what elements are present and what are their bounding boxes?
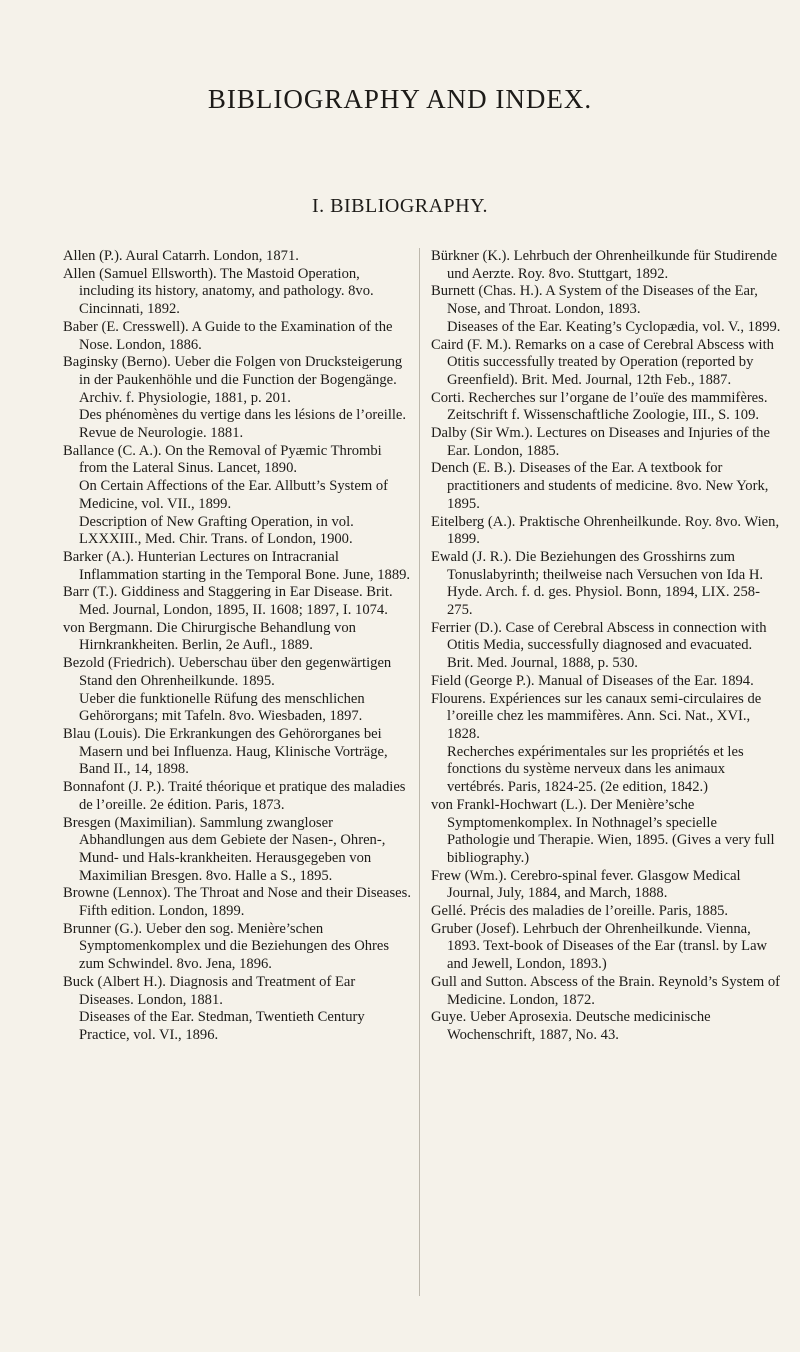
bib-entry: Corti. Recherches sur l’organe de l’ouïe des mammifères. Zeitschrift f. Wissenschaftliche Zoologie, III., S. 109. (431, 389, 768, 424)
bib-subentry: Ueber die funktionelle Rüfung des menschlichen Gehörorgans; mit Tafeln. 8vo. Wiesbaden, 1897. (79, 690, 365, 725)
bib-entry: Burnett (Chas. H.). A System of the Diseases of the Ear, Nose, and Throat. London, 1893. (431, 283, 758, 318)
bib-entry: Ewald (J. R.). Die Beziehungen des Grosshirns zum Tonuslabyrinth; theilweise nach Versuchen von Ida H. Hyde. Arch. f. d. ges. Physiol. Bonn, 1894, LIX. 258-275. (431, 548, 764, 619)
bib-entry: Gruber (Josef). Lehrbuch der Ohrenheilkunde. Vienna, 1893. Text-book of Diseases of the Ear (transl. by Law and Jewell, London, 1893.) (431, 920, 768, 973)
bib-entry: von Bergmann. Die Chirurgische Behandlung von Hirnkrankheiten. Berlin, 2e Aufl., 1889. (63, 619, 356, 654)
bib-entry: Eitelberg (A.). Praktische Ohrenheilkunde. Roy. 8vo. Wien, 1899. (431, 513, 780, 548)
bib-entry: Bezold (Friedrich). Ueberschau über den gegenwärtigen Stand den Ohrenheilkunde. 1895. (63, 655, 392, 689)
bib-subentry: Recherches expérimentales sur les propriétés et les fonctions du système nerveux dans les animaux vertébrés. Paris, 1824-25. (2e edition, 1842.) (447, 743, 744, 796)
column-divider (419, 248, 420, 1296)
bib-entry: Bürkner (K.). Lehrbuch der Ohrenheilkunde für Studirende und Aerzte. Roy. 8vo. Stuttgart, 1892. (431, 248, 778, 282)
bib-entry: Field (George P.). Manual of Diseases of the Ear. 1894. (431, 672, 754, 689)
bib-entry: Caird (F. M.). Remarks on a case of Cerebral Abscess with Otitis successfully treated by Operation (reported by Greenfield). Brit. Med. Journal, 12th Feb., 1887. (431, 336, 774, 388)
bib-subentry: Des phénomènes du vertige dans les lésions de l’oreille. Revue de Neurologie. 1881. (79, 407, 407, 442)
bib-entry: Gellé. Précis des maladies de l’oreille. Paris, 1885. (431, 903, 729, 920)
bib-entry: Barr (T.). Giddiness and Staggering in Ear Disease. Brit. Med. Journal, London, 1895, II. 1608; 1897, I. 1074. (63, 584, 393, 619)
section-title: I. BIBLIOGRAPHY. (312, 195, 488, 217)
bib-entry: Baber (E. Cresswell). A Guide to the Examination of the Nose. London, 1886. (63, 318, 393, 353)
bib-entry: Blau (Louis). Die Erkrankungen des Gehörorganes bei Masern und bei Influenza. Haug, Klinische Vorträge, Band II., 14, 1898. (63, 725, 388, 778)
bib-entry: Ballance (C. A.). On the Removal of Pyæmic Thrombi from the Lateral Sinus. Lancet, 1890. (63, 442, 382, 477)
bib-subentry: Description of New Grafting Operation, in vol. LXXXIII., Med. Chir. Trans. of London, 1900. (79, 513, 354, 548)
bib-entry: Barker (A.). Hunterian Lectures on Intracranial Inflammation starting in the Temporal Bone. June, 1889. (63, 548, 411, 583)
bib-entry: Guye. Ueber Aprosexia. Deutsche medicinische Wochenschrift, 1887, No. 43. (431, 1009, 711, 1043)
bib-subentry: On Certain Affections of the Ear. Allbutt’s System of Medicine, vol. VII., 1899. (79, 478, 388, 512)
bib-subentry: Diseases of the Ear. Stedman, Twentieth Century Practice, vol. VI., 1896. (79, 1009, 365, 1043)
bib-entry: Browne (Lennox). The Throat and Nose and their Diseases. Fifth edition. London, 1899. (63, 885, 411, 920)
bib-entry: Allen (P.). Aural Catarrh. London, 1871. (63, 248, 299, 264)
bib-entry: Buck (Albert H.). Diagnosis and Treatment of Ear Diseases. London, 1881. (63, 973, 356, 1008)
bib-entry: Ferrier (D.). Case of Cerebral Abscess in connection with Otitis Media, successfully diagnosed and evacuated. Brit. Med. Journal, 1888, p. 530. (431, 619, 767, 672)
bib-entry: Dench (E. B.). Diseases of the Ear. A textbook for practitioners and students of medicine. 8vo. New York, 1895. (431, 460, 769, 512)
bib-entry: Bonnafont (J. P.). Traité théorique et pratique des maladies de l’oreille. 2e édition. Paris, 1873. (63, 779, 406, 813)
left-column (63, 248, 411, 1045)
bib-entry: Flourens. Expériences sur les canaux semi-circulaires de l’oreille chez les mammifères. Ann. Sci. Nat., XVI., 1828. (431, 690, 762, 742)
bib-entry: von Frankl-Hochwart (L.). Der Menière’sche Symptomenkomplex. In Nothnagel’s specielle Pathologie und Therapie. Wien, 1895. (Gives a very full bibliography.) (431, 796, 775, 866)
bib-entry: Bresgen (Maximilian). Sammlung zwangloser Abhandlungen aus dem Gebiete der Nasen-, Ohren-, Mund- und Hals-krankheiten. Herausgegeben von Maximilian Bresgen. 8vo. Halle a S., 1895. (63, 814, 386, 884)
bib-subentry: Diseases of the Ear. Keating’s Cyclopædia, vol. V., 1899. (447, 318, 781, 335)
right-column (431, 248, 781, 1045)
bib-entry: Dalby (Sir Wm.). Lectures on Diseases and Injuries of the Ear. London, 1885. (431, 425, 770, 459)
bib-entry: Baginsky (Berno). Ueber die Folgen von Drucksteigerung in der Paukenhöhle und die Function der Bogengänge. Archiv. f. Physiologie, 1881, p. 201. (63, 354, 403, 406)
bib-entry: Frew (Wm.). Cerebro-spinal fever. Glasgow Medical Journal, July, 1884, and March, 1888. (431, 867, 741, 902)
bib-entry: Gull and Sutton. Abscess of the Brain. Reynold’s System of Medicine. London, 1872. (431, 973, 781, 1008)
bib-entry: Allen (Samuel Ellsworth). The Mastoid Operation, including its history, anatomy, and pathology. 8vo. Cincinnati, 1892. (63, 265, 374, 318)
page-title: BIBLIOGRAPHY AND INDEX. (207, 84, 593, 114)
bib-entry: Brunner (G.). Ueber den sog. Menière’schen Symptomenkomplex und die Beziehungen des Ohres zum Schwindel. 8vo. Jena, 1896. (63, 920, 390, 973)
